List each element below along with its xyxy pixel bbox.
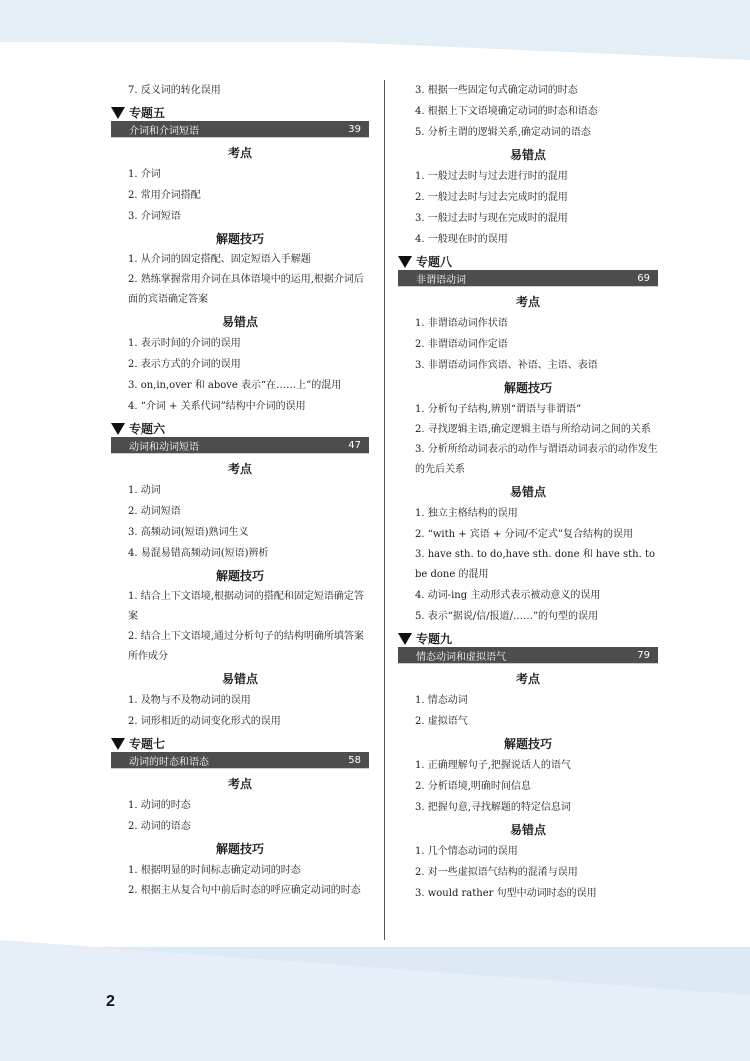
topic-label: 专题八: [416, 255, 453, 269]
list-item: 4. 一般现在时的误用: [415, 234, 508, 245]
topic-9: [398, 631, 658, 664]
triangle-down-icon: [111, 107, 125, 119]
list-item: 3. 高频动词(短语)熟词生义: [128, 527, 249, 538]
section-heading: 解题技巧: [503, 737, 552, 751]
triangle-down-icon: [398, 633, 412, 645]
topic-label: 专题七: [129, 737, 166, 751]
list-item: 2. 表示方式的介词的误用: [128, 359, 241, 370]
list-item: 5. 分析主谓的逻辑关系,确定动词的语态: [415, 127, 591, 138]
left-column: [111, 80, 369, 901]
section-heading: 易错点: [221, 672, 258, 686]
list-item: 2. 非谓语动词作定语: [415, 339, 508, 350]
list-item: 2. “with + 宾语 + 分词/不定式”复合结构的误用: [415, 529, 634, 540]
section-heading: 考点: [227, 462, 252, 476]
list-item: 1. 结合上下文语境,根据动词的搭配和固定短语确定答案: [128, 591, 364, 622]
list-item: 1. 独立主格结构的误用: [415, 508, 518, 519]
list-item: 1. 一般过去时与过去进行时的混用: [415, 171, 568, 182]
topic-5: [111, 105, 369, 138]
topic-title-bar[interactable]: [398, 647, 658, 664]
topic-title-bar[interactable]: [111, 752, 369, 769]
right-column: [398, 80, 658, 904]
topic-title: 动词的时态和语态: [129, 756, 209, 768]
list-item: 3. 非谓语动词作宾语、补语、主语、表语: [415, 360, 598, 371]
topic-header: [111, 736, 369, 752]
list-item: 2. 根据主从复合句中前后时态的呼应确定动词的时态: [128, 885, 361, 896]
section-heading: 考点: [227, 146, 252, 160]
list-item: 1. 正确理解句子,把握说话人的语气: [415, 760, 571, 771]
list-item: 4. 根据上下文语境确定动词的时态和语态: [415, 106, 598, 117]
section-heading: 考点: [227, 777, 252, 791]
section-heading: 解题技巧: [215, 232, 264, 246]
section-heading: 易错点: [221, 315, 258, 329]
list-item: 1. 非谓语动词作状语: [415, 318, 508, 329]
topic-title: 介词和介词短语: [129, 125, 199, 137]
list-item: 3. 分析所给动词表示的动作与谓语动词表示的动作发生的先后关系: [415, 444, 658, 475]
section-heading: 考点: [515, 672, 540, 686]
list-item: 1. 从介词的固定搭配、固定短语入手解题: [128, 254, 311, 265]
list-item: 2. 动词短语: [128, 506, 181, 517]
list-item: 3. 介词短语: [128, 211, 181, 222]
section-heading: 解题技巧: [215, 569, 264, 583]
list-item: 4. 动词-ing 主动形式表示被动意义的误用: [415, 590, 601, 601]
triangle-down-icon: [111, 423, 125, 435]
topic-title: 情态动词和虚拟语气: [416, 651, 506, 663]
topic-page: 58: [348, 754, 361, 766]
topic-title: 动词和动词短语: [129, 441, 199, 453]
list-item: 2. 常用介词搭配: [128, 190, 201, 201]
list-item: 1. 几个情态动词的误用: [415, 846, 518, 857]
list-item: 1. 根据明显的时间标志确定动词的时态: [128, 865, 301, 876]
column-divider: [384, 80, 385, 940]
topic-label: 专题五: [129, 106, 166, 120]
section-heading: 考点: [515, 295, 540, 309]
triangle-down-icon: [111, 738, 125, 750]
topic-7: [111, 736, 369, 769]
list-item: 2. 寻找逻辑主语,确定逻辑主语与所给动词之间的关系: [415, 424, 651, 435]
list-item: 1. 表示时间的介词的误用: [128, 338, 241, 349]
section-heading: 易错点: [509, 148, 546, 162]
topic-header: [398, 254, 658, 270]
list-item: 1. 动词的时态: [128, 800, 191, 811]
list-item: 4. “介词 + 关系代词”结构中介词的误用: [128, 401, 306, 412]
list-item: 2. 虚拟语气: [415, 716, 468, 727]
section-heading: 解题技巧: [503, 381, 552, 395]
list-item: 4. 易混易错高频动词(短语)辨析: [128, 548, 269, 559]
list-item: 3. have sth. to do,have sth. done 和 have sth. to be done 的混用: [415, 549, 656, 580]
topic-page: 39: [348, 123, 361, 135]
topic-title: 非谓语动词: [416, 274, 466, 286]
list-item: 2. 一般过去时与过去完成时的混用: [415, 192, 568, 203]
topic-header: [398, 631, 658, 647]
topic-title-bar[interactable]: [111, 437, 369, 454]
list-item: 2. 词形相近的动词变化形式的误用: [128, 716, 281, 727]
topic-header: [111, 421, 369, 437]
list-item: 3. would rather 句型中动词时态的误用: [415, 888, 597, 899]
topic-title-bar[interactable]: [398, 270, 658, 287]
list-item: 3. on,in,over 和 above 表示“在……上”的混用: [128, 380, 342, 391]
topic-title-bar[interactable]: [111, 121, 369, 138]
triangle-down-icon: [398, 256, 412, 268]
list-item: 1. 及物与不及物动词的误用: [128, 695, 251, 706]
list-item: 3. 把握句意,寻找解题的特定信息词: [415, 802, 571, 813]
page-number: 2: [106, 993, 115, 1010]
topic-page: 79: [637, 649, 650, 661]
list-item: 3. 根据一些固定句式确定动词的时态: [415, 85, 578, 96]
section-heading: 解题技巧: [215, 842, 264, 856]
list-item: 2. 对一些虚拟语气结构的混淆与误用: [415, 867, 578, 878]
list-item: 5. 表示“据说/信/报道/……”的句型的误用: [415, 611, 599, 622]
topic-label: 专题九: [416, 632, 453, 646]
list-item: 1. 分析句子结构,辨别“谓语与非谓语”: [415, 404, 582, 415]
topic-6: [111, 421, 369, 454]
list-item: 3. 一般过去时与现在完成时的混用: [415, 213, 568, 224]
topic-8: [398, 254, 658, 287]
list-item: 7. 反义词的转化误用: [128, 85, 221, 96]
list-item: 2. 动词的语态: [128, 821, 191, 832]
list-item: 1. 介词: [128, 169, 161, 180]
list-item: 1. 动词: [128, 485, 161, 496]
list-item: 2. 熟练掌握常用介词在具体语境中的运用,根据介词后面的宾语确定答案: [128, 274, 364, 305]
topic-page: 47: [348, 439, 361, 451]
list-item: 1. 情态动词: [415, 695, 468, 706]
topic-label: 专题六: [129, 422, 166, 436]
list-item: 2. 分析语境,明确时间信息: [415, 781, 531, 792]
topic-page: 69: [637, 272, 650, 284]
list-item: 2. 结合上下文语境,通过分析句子的结构明确所填答案所作成分: [128, 631, 364, 662]
topic-header: [111, 105, 369, 121]
section-heading: 易错点: [509, 485, 546, 499]
section-heading: 易错点: [509, 823, 546, 837]
